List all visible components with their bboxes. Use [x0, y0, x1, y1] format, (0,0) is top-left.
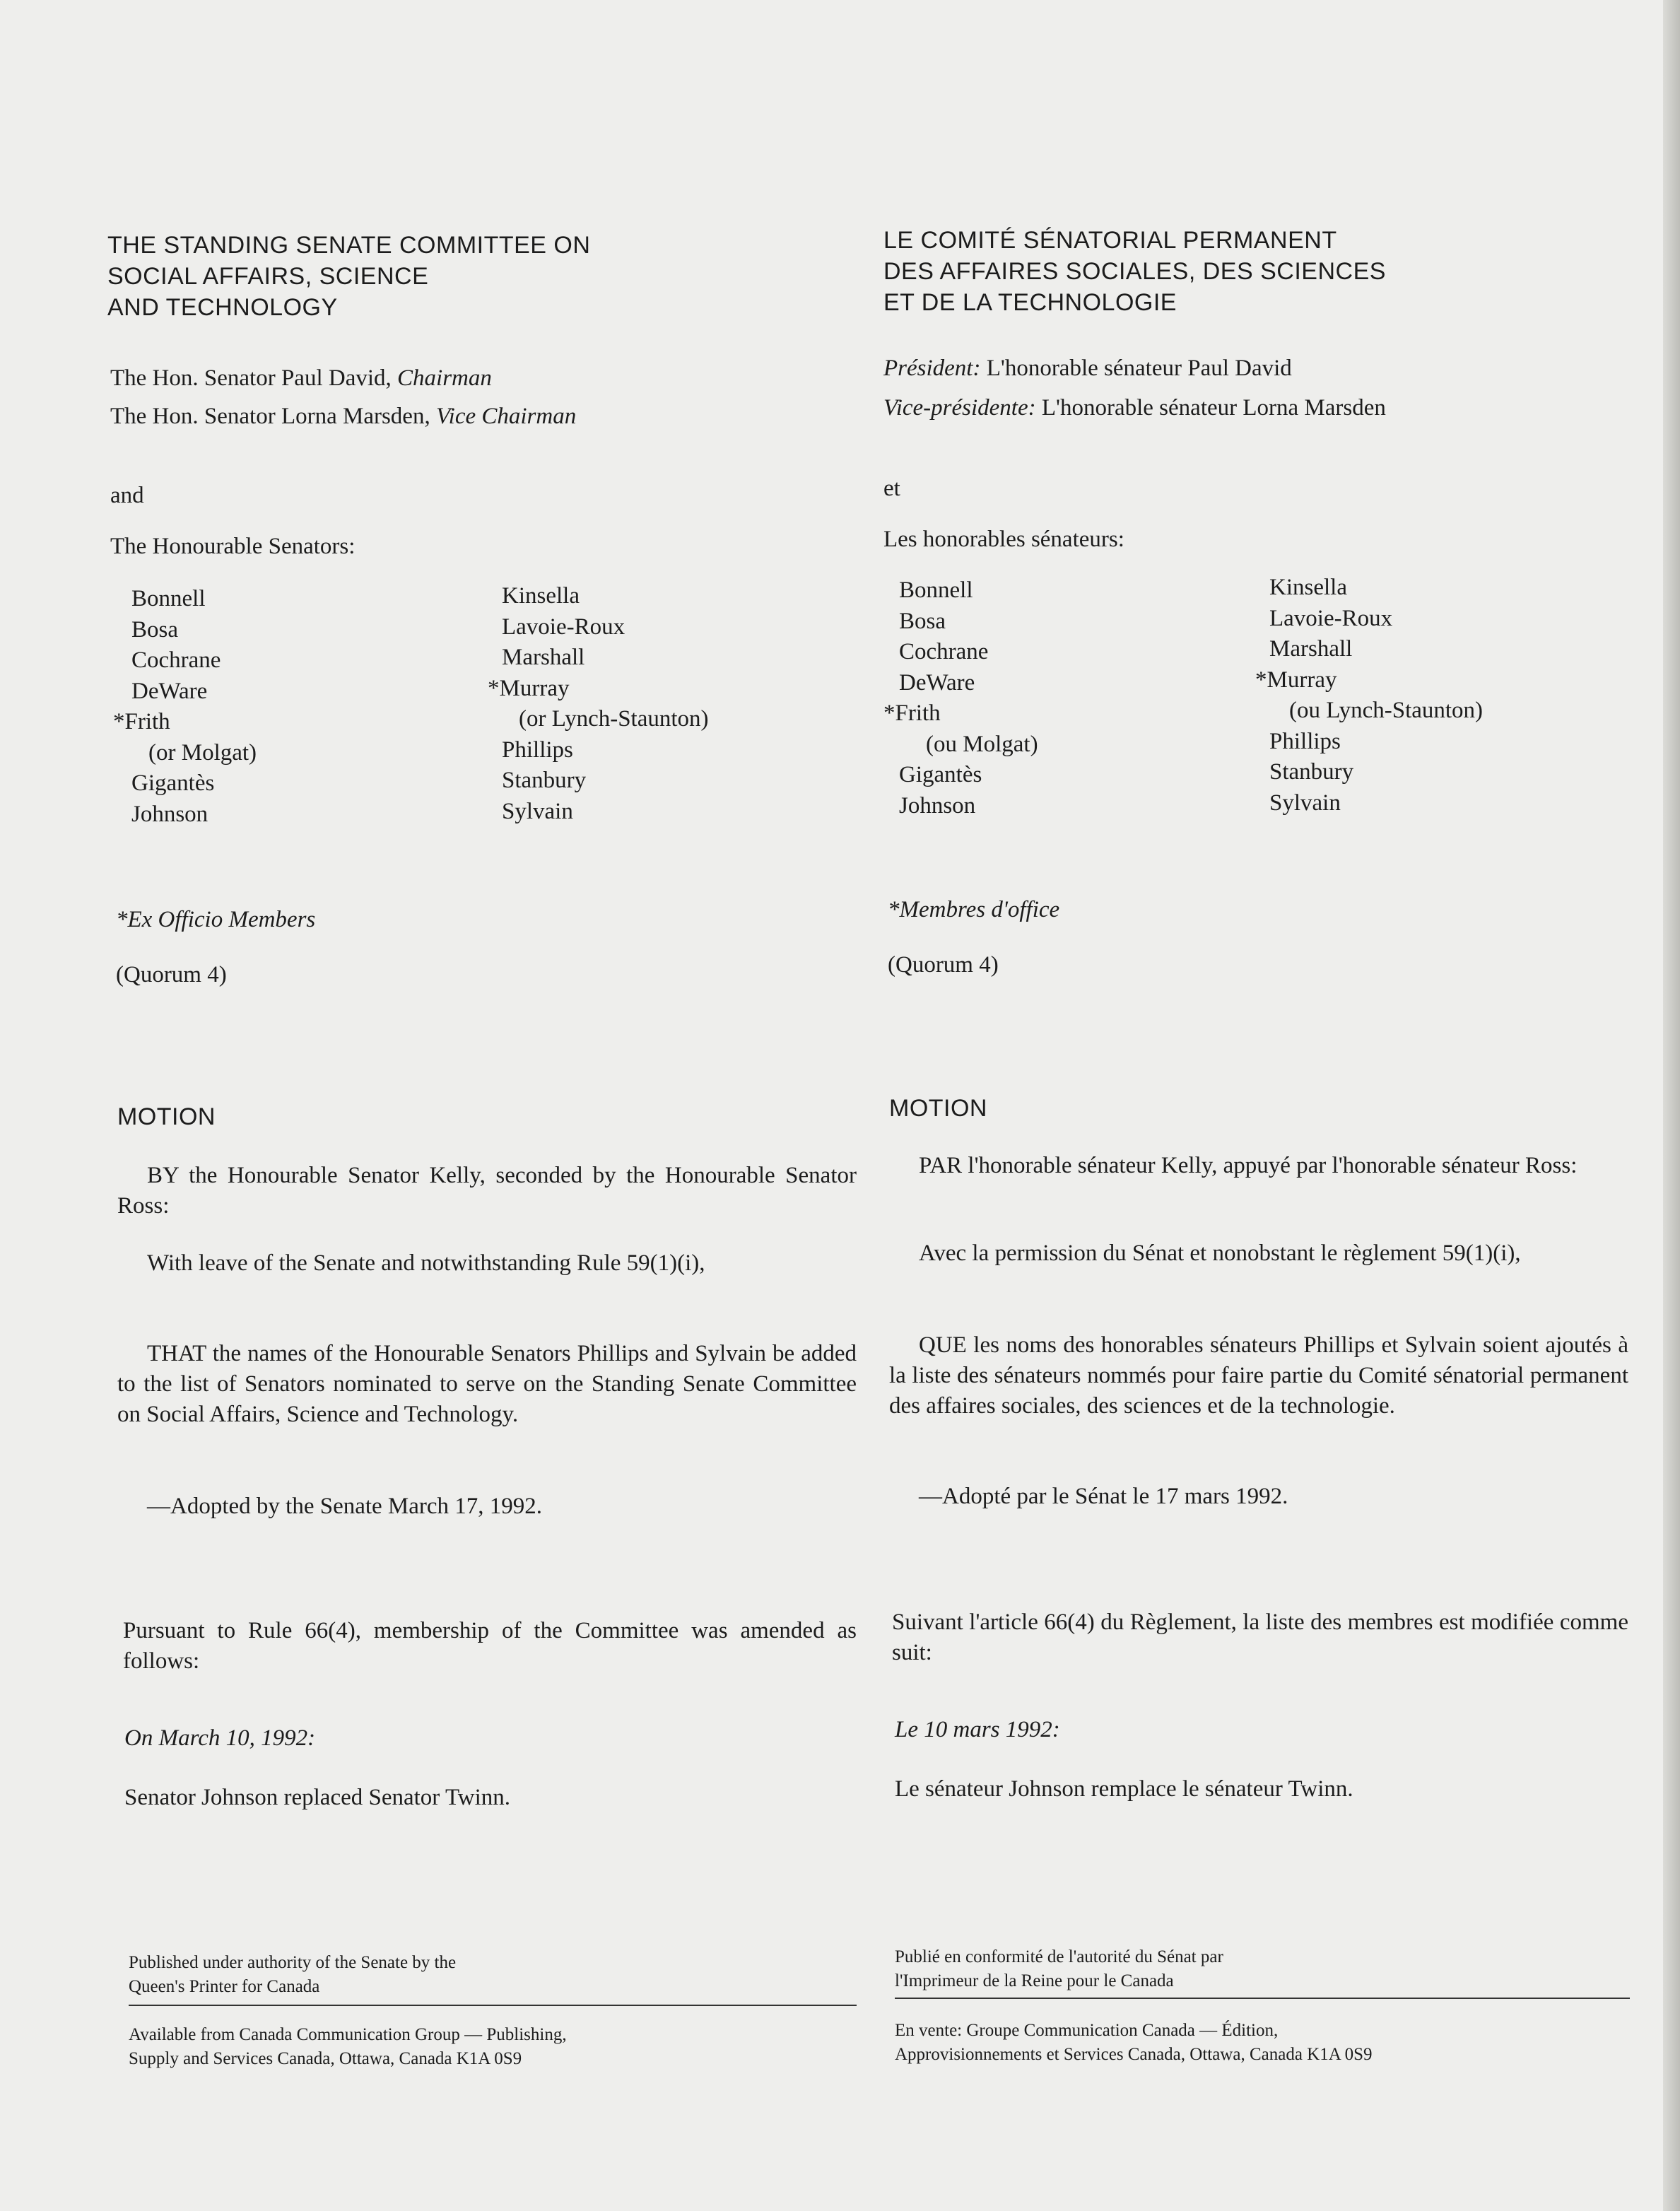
- available-note-en: Available from Canada Communication Group — Publishing, Supply and Services Canada, Ottawa, Canada K1A 0S9: [129, 2025, 567, 2068]
- vice-president-line-fr: Vice-présidente: L'honorable sénateur Lorna Marsden: [883, 395, 1386, 421]
- quorum-en: (Quorum 4): [116, 962, 227, 987]
- senator-alternate: (ou Molgat): [926, 731, 1038, 757]
- motion-heading-en: MOTION: [117, 1103, 216, 1130]
- adopted-fr: —Adopté par le Sénat le 17 mars 1992.: [919, 1484, 1288, 1509]
- adopted-en: —Adopted by the Senate March 17, 1992.: [147, 1494, 543, 1519]
- published-note-fr: Publié en conformité de l'autorité du Sénat par l'Imprimeur de la Reine pour le Canada: [895, 1947, 1223, 1990]
- senators-list-col2-en: [478, 581, 709, 827]
- available-note-fr: En vente: Groupe Communication Canada — Édition, Approvisionnements et Services Canada, Ottawa, Canada K1A 0S9: [895, 2021, 1373, 2064]
- senator-name: Gigantès: [899, 762, 982, 787]
- senator-name: Johnson: [899, 792, 976, 819]
- motion-heading-fr: MOTION: [889, 1095, 987, 1122]
- committee-title-fr: LE COMITÉ SÉNATORIAL PERMANENT DES AFFAIRES SOCIALES, DES SCIENCES ET DE LA TECHNOLOGIE: [883, 227, 1386, 316]
- senators-list-col2-fr: [1251, 573, 1483, 819]
- replacement-fr: Le sénateur Johnson remplace le sénateur Twinn.: [895, 1776, 1353, 1802]
- motion-leave-fr: Avec la permission du Sénat et nonobstant le règlement 59(1)(i),: [919, 1241, 1521, 1266]
- senator-name: Bosa: [899, 608, 946, 634]
- senator-name: Bosa: [131, 616, 178, 643]
- senator-name: Phillips: [1269, 728, 1341, 754]
- senators-list-col1-en: [107, 584, 257, 830]
- and-fr: et: [883, 476, 900, 501]
- senator-alternate: (or Lynch-Staunton): [519, 706, 709, 732]
- senator-name: Marshall: [502, 645, 585, 670]
- vice-chairman-line-en: The Hon. Senator Lorna Marsden, Vice Chairman: [110, 404, 577, 429]
- date-en: On March 10, 1992:: [124, 1725, 316, 1751]
- replacement-en: Senator Johnson replaced Senator Twinn.: [124, 1785, 511, 1810]
- senator-name: Lavoie-Roux: [502, 614, 625, 640]
- president-line-fr: Président: L'honorable sénateur Paul David: [883, 356, 1292, 381]
- senator-name: *Frith: [883, 700, 941, 726]
- senator-name: Cochrane: [899, 639, 989, 664]
- motion-by-en: BY the Honourable Senator Kelly, seconded by the Honourable Senator Ross:: [117, 1163, 857, 1219]
- ex-officio-note-en: *Ex Officio Members: [116, 907, 316, 932]
- senator-name: Marshall: [1269, 636, 1353, 662]
- senator-name: DeWare: [899, 669, 975, 696]
- motion-that-fr: QUE les noms des honorables sénateurs Phillips et Sylvain soient ajoutés à la liste des sénateurs nommés pour faire partie du Comité sénatorial permanent des affaires sociales, des sciences et de la technologie.: [889, 1332, 1628, 1419]
- senator-name: *Murray: [488, 675, 570, 701]
- pursuant-en: Pursuant to Rule 66(4), membership of the Committee was amended as follows:: [123, 1618, 857, 1674]
- senator-name: Sylvain: [502, 798, 573, 824]
- senator-name: Phillips: [502, 737, 573, 763]
- ex-officio-note-fr: *Membres d'office: [888, 897, 1060, 922]
- senator-name: Kinsella: [502, 583, 580, 609]
- divider-en: [129, 2005, 857, 2006]
- senators-list-col1-fr: [883, 575, 1038, 821]
- pursuant-fr: Suivant l'article 66(4) du Règlement, la liste des membres est modifiée comme suit:: [892, 1609, 1628, 1665]
- senator-name: Johnson: [131, 801, 208, 827]
- published-note-en: Published under authority of the Senate by the Queen's Printer for Canada: [129, 1953, 457, 1996]
- senator-name: Kinsella: [1269, 575, 1347, 600]
- senator-name: Bonnell: [899, 577, 973, 603]
- page-edge-shadow: [1663, 0, 1680, 2211]
- senator-name: Sylvain: [1269, 790, 1341, 816]
- senator-alternate: (or Molgat): [148, 739, 257, 766]
- chairman-line-en: The Hon. Senator Paul David, Chairman: [110, 365, 492, 391]
- quorum-fr: (Quorum 4): [888, 952, 999, 978]
- senator-alternate: (ou Lynch-Staunton): [1289, 698, 1484, 723]
- senator-name: *Murray: [1255, 667, 1337, 693]
- senators-intro-en: The Honourable Senators:: [110, 534, 356, 559]
- senator-name: *Frith: [113, 709, 170, 734]
- motion-by-fr: PAR l'honorable sénateur Kelly, appuyé par l'honorable sénateur Ross:: [919, 1153, 1578, 1178]
- senator-name: Bonnell: [131, 586, 206, 611]
- senators-intro-fr: Les honorables sénateurs:: [883, 527, 1124, 552]
- committee-title-en: THE STANDING SENATE COMMITTEE ON SOCIAL AFFAIRS, SCIENCE AND TECHNOLOGY: [107, 232, 591, 321]
- senator-name: Stanbury: [1269, 759, 1354, 785]
- senator-name: Stanbury: [502, 768, 587, 793]
- date-fr: Le 10 mars 1992:: [895, 1717, 1060, 1742]
- and-en: and: [110, 483, 144, 508]
- senator-name: Cochrane: [131, 647, 221, 673]
- senator-name: DeWare: [131, 678, 208, 704]
- divider-fr: [895, 1998, 1630, 1999]
- motion-that-en: THAT the names of the Honourable Senators Phillips and Sylvain be added to the list of Senators nominated to serve on the Standing Senate Committee on Social Affairs, Science and Technology.: [117, 1341, 857, 1427]
- motion-leave-en: With leave of the Senate and notwithstanding Rule 59(1)(i),: [147, 1250, 705, 1276]
- senator-name: Gigantès: [131, 770, 215, 796]
- senator-name: Lavoie-Roux: [1269, 605, 1393, 631]
